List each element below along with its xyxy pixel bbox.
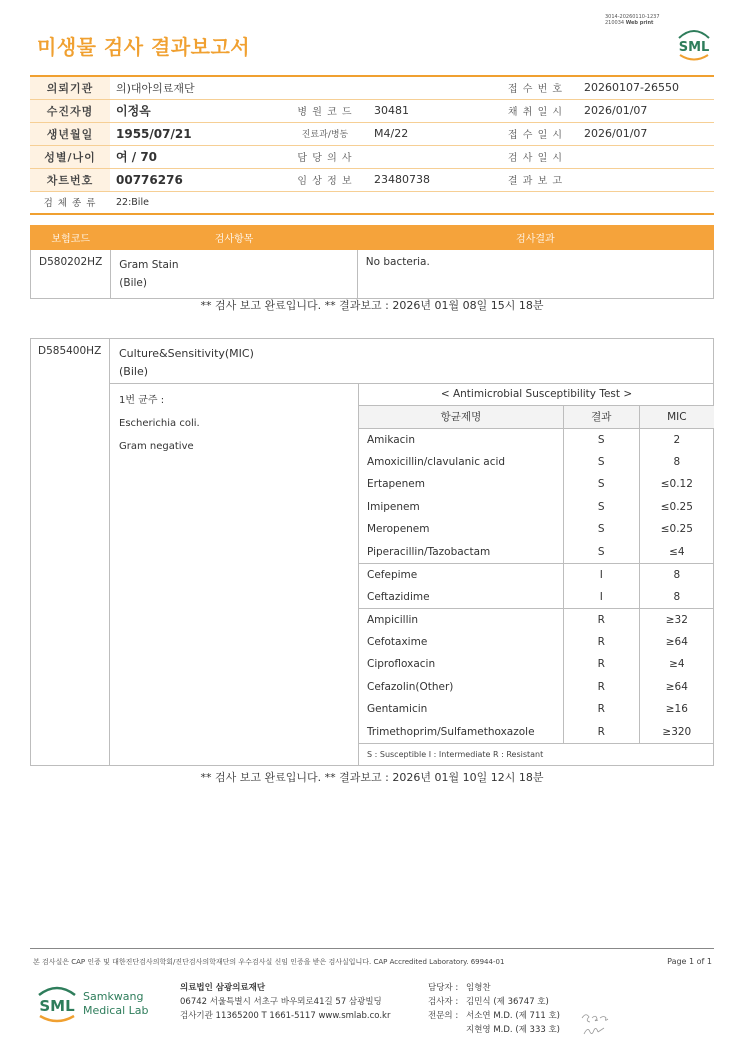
- print-code-line1: 3014-20260110-1237: [605, 14, 660, 20]
- info-value: 22:Bile: [110, 191, 714, 214]
- ast-result: S: [563, 496, 639, 519]
- ast-drug: Ciprofloxacin: [359, 653, 564, 676]
- test-name-label: Gram Stain: [119, 259, 179, 271]
- ast-result: S: [563, 473, 639, 496]
- ast-mic: ≥4: [639, 653, 714, 676]
- info-row: [30, 191, 714, 214]
- ast-drug: Ampicillin: [359, 608, 564, 631]
- page-title: 미생물 검사 결과보고서: [37, 35, 251, 59]
- sml-logo-icon: [674, 26, 714, 62]
- info-value: 30481: [368, 99, 493, 122]
- ast-mic: ≥320: [639, 721, 714, 744]
- staff-row: [428, 1023, 560, 1037]
- result-header-row: [31, 226, 714, 250]
- organism-info: [119, 389, 200, 458]
- ast-result: R: [563, 676, 639, 699]
- info-key: 접 수 번 호: [493, 76, 578, 99]
- ast-mic: ≥16: [639, 698, 714, 721]
- info-key: 검 사 일 시: [493, 145, 578, 168]
- ast-result: I: [563, 563, 639, 586]
- report-complete-2: ** 검사 보고 완료입니다. ** 결과보고 : 2026년 01월 10일 12시 18분: [200, 771, 544, 784]
- info-key: 수진자명: [30, 99, 110, 122]
- ast-drug: Amoxicillin/clavulanic acid: [359, 451, 564, 474]
- logo-line2: Medical Lab: [83, 1004, 149, 1017]
- samkwang-logo-icon: [37, 981, 157, 1025]
- ast-legend: S : Susceptible I : Intermediate R : Resistant: [359, 743, 715, 765]
- info-key: 채 취 일 시: [493, 99, 578, 122]
- staff-row: [428, 1009, 560, 1023]
- accreditation-note: 본 검사실은 CAP 인증 및 대한진단검사의학회/진단검사의학재단의 우수검사실 신임 인증을 받은 검사실입니다. CAP Accredited Laboratory. 69944-01: [33, 958, 505, 966]
- ast-row: [359, 496, 715, 519]
- organism-label: 1번 균주 :: [119, 395, 165, 406]
- header-item: 검사항목: [111, 226, 357, 250]
- org-address: 06742 서울특별시 서초구 바우뫼로41길 57 삼광빌딩: [180, 997, 382, 1007]
- info-key: 진료과/병동: [282, 122, 368, 145]
- ast-result: S: [563, 518, 639, 541]
- info-key: 접 수 일 시: [493, 122, 578, 145]
- ast-row: [359, 518, 715, 541]
- ast-row: [359, 676, 715, 699]
- ast-drug: Gentamicin: [359, 698, 564, 721]
- ast-drug: Ceftazidime: [359, 586, 564, 609]
- info-row: [30, 76, 714, 99]
- staff-name: 김민식 (제 36747 호): [466, 997, 549, 1007]
- test-name: [111, 250, 357, 299]
- ast-drug: Trimethoprim/Sulfamethoxazole: [359, 721, 564, 744]
- result-row: [31, 250, 714, 299]
- organism-name: Escherichia coli.: [119, 418, 200, 429]
- ast-row: [359, 631, 715, 654]
- ast-result: R: [563, 631, 639, 654]
- org-name: 의료법인 삼광의료재단: [180, 983, 266, 993]
- ast-drug: Cefotaxime: [359, 631, 564, 654]
- signature-icon: [578, 1008, 612, 1040]
- ast-drug: Piperacillin/Tazobactam: [359, 541, 564, 564]
- info-row: [30, 145, 714, 168]
- staff-name: 서소연 M.D. (제 711 호): [466, 1011, 561, 1021]
- ast-drug: Cefepime: [359, 563, 564, 586]
- staff-name: 임형찬: [466, 983, 491, 993]
- info-value: M4/22: [368, 122, 493, 145]
- info-value: 1955/07/21: [110, 122, 282, 145]
- page-number: Page 1 of 1: [667, 957, 712, 966]
- info-value: 이정옥: [110, 99, 282, 122]
- info-key: 의뢰기관: [30, 76, 110, 99]
- staff-role: [428, 1023, 466, 1037]
- test-specimen: (Bile): [119, 277, 147, 289]
- footer-logo-text: SML: [39, 997, 75, 1015]
- print-code-line2: 210034 Web print: [605, 20, 654, 26]
- header-code: 보험코드: [31, 226, 111, 250]
- info-key: 병 원 코 드: [282, 99, 368, 122]
- ast-result: S: [563, 428, 639, 451]
- info-key: 임 상 정 보: [282, 168, 368, 191]
- ast-mic: ≥64: [639, 631, 714, 654]
- ast-row: [359, 586, 715, 609]
- ast-mic: ≤0.25: [639, 518, 714, 541]
- info-value: [368, 145, 493, 168]
- ast-result: R: [563, 721, 639, 744]
- organization-info: [180, 981, 390, 1023]
- gram-result: Gram negative: [119, 441, 194, 452]
- patient-info-table: [30, 75, 714, 215]
- ast-result: R: [563, 608, 639, 631]
- info-key: 차트번호: [30, 168, 110, 191]
- ast-row: [359, 428, 715, 451]
- ast-mic: 8: [639, 451, 714, 474]
- ast-result: R: [563, 653, 639, 676]
- org-contact: 검사기관 11365200 T 1661-5117 www.smlab.co.kr: [180, 1011, 391, 1021]
- ast-mic: 8: [639, 563, 714, 586]
- print-code: [605, 14, 660, 26]
- test-code: D580202HZ: [31, 250, 111, 299]
- staff-role: 전문의 :: [428, 1011, 459, 1021]
- ast-row: [359, 473, 715, 496]
- ast-drug: Amikacin: [359, 428, 564, 451]
- ast-result: I: [563, 586, 639, 609]
- ast-mic: 8: [639, 586, 714, 609]
- ast-result: S: [563, 541, 639, 564]
- info-value: 00776276: [110, 168, 282, 191]
- staff-name: 지현영 M.D. (제 333 호): [466, 1025, 561, 1035]
- test-code: D585400HZ: [38, 345, 102, 357]
- staff-list: [428, 981, 560, 1037]
- test-result: No bacteria.: [357, 250, 713, 299]
- ast-row: [359, 653, 715, 676]
- ast-drug: Cefazolin(Other): [359, 676, 564, 699]
- staff-role: 담당자 :: [428, 983, 459, 993]
- info-key: 검 체 종 류: [30, 191, 110, 214]
- ast-table: [358, 383, 714, 765]
- header-result: 검사결과: [357, 226, 713, 250]
- info-value: 의)대아의료재단: [110, 76, 493, 99]
- result-table-gram-stain: [30, 225, 714, 299]
- ast-result: S: [563, 451, 639, 474]
- staff-row: [428, 981, 560, 995]
- info-value: 2026/01/07: [578, 122, 714, 145]
- info-key: 생년월일: [30, 122, 110, 145]
- ast-column-header: [359, 406, 715, 429]
- ast-drug: Imipenem: [359, 496, 564, 519]
- ast-mic: ≥32: [639, 608, 714, 631]
- ast-mic: ≤0.12: [639, 473, 714, 496]
- info-row: [30, 122, 714, 145]
- ast-row: [359, 563, 715, 586]
- ast-mic: ≤4: [639, 541, 714, 564]
- info-key: 결 과 보 고: [493, 168, 578, 191]
- info-row: [30, 168, 714, 191]
- test-name-label: Culture&Sensitivity(MIC): [119, 347, 254, 360]
- staff-role: 검사자 :: [428, 997, 459, 1007]
- test-name: [119, 345, 254, 381]
- ast-result: R: [563, 698, 639, 721]
- ast-mic: ≤0.25: [639, 496, 714, 519]
- info-value: 23480738: [368, 168, 493, 191]
- ast-title: < Antimicrobial Susceptibility Test >: [359, 383, 715, 406]
- ast-mic: ≥64: [639, 676, 714, 699]
- col-mic: MIC: [639, 406, 714, 429]
- ast-title-row: [359, 383, 715, 406]
- ast-mic: 2: [639, 428, 714, 451]
- ast-row: [359, 698, 715, 721]
- ast-drug: Meropenem: [359, 518, 564, 541]
- ast-row: [359, 721, 715, 744]
- info-value: [578, 145, 714, 168]
- info-key: 성별/나이: [30, 145, 110, 168]
- report-complete-1: ** 검사 보고 완료입니다. ** 결과보고 : 2026년 01월 08일 15시 18분: [200, 299, 544, 312]
- ast-legend-row: [359, 743, 715, 765]
- info-value: [578, 168, 714, 191]
- info-value: 여 / 70: [110, 145, 282, 168]
- col-drug: 항균제명: [359, 406, 564, 429]
- ast-row: [359, 608, 715, 631]
- staff-row: [428, 995, 560, 1009]
- info-key: 담 당 의 사: [282, 145, 368, 168]
- test-specimen: (Bile): [119, 365, 149, 378]
- ast-drug: Ertapenem: [359, 473, 564, 496]
- ast-row: [359, 451, 715, 474]
- result-block-culture: [30, 338, 714, 766]
- logo-line1: Samkwang: [83, 990, 144, 1003]
- info-value: 20260107-26550: [578, 76, 714, 99]
- col-result: 결과: [563, 406, 639, 429]
- logo-text: SML: [678, 40, 710, 55]
- info-row: [30, 99, 714, 122]
- ast-row: [359, 541, 715, 564]
- info-value: 2026/01/07: [578, 99, 714, 122]
